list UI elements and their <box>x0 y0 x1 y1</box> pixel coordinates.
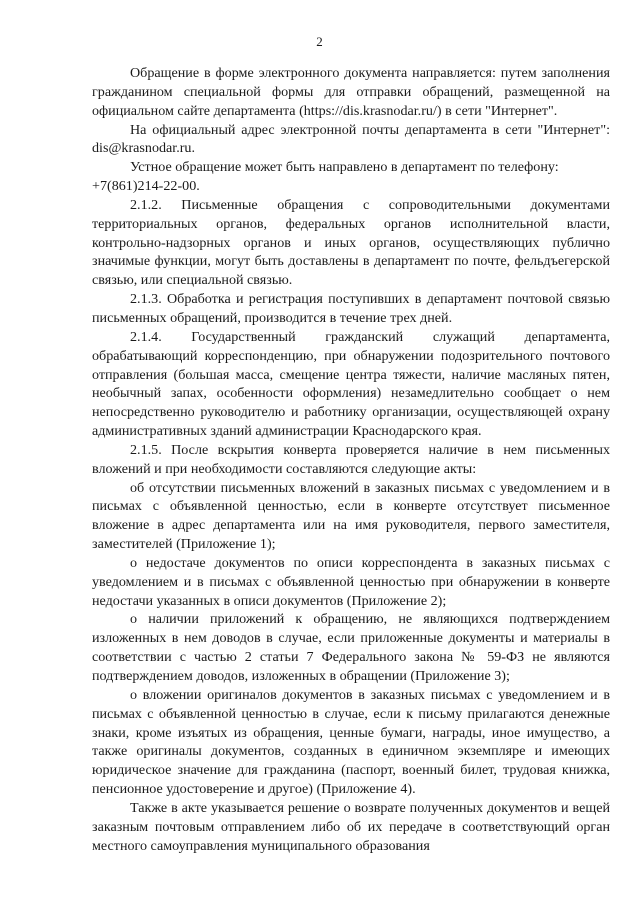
paragraph-electronic-form: Обращение в форме электронного документа направляется: путем заполнения гражданином специальной формы для отправки обращений, размещенной на официальном сайте департамента (https://dis.krasnodar.ru/) в сети "Интернет". <box>92 65 610 119</box>
paragraph-phone-number: +7(861)214-22-00. <box>92 178 200 195</box>
paragraph-2-1-3: 2.1.3. Обработка и регистрация поступивших в департамент почтовой связью письменных обращений, производится в течение трех дней. <box>92 291 610 326</box>
paragraph-2-1-2: 2.1.2. Письменные обращения с сопроводительными документами территориальных органов, федеральных органов исполнительной власти, контрольно-надзорных органов и иных органов, осуществляющих публично значимые функции, могут быть доставлены в департамент по почте, фельдъегерской связью, или специальной связью. <box>92 196 610 289</box>
page-number: 2 <box>316 34 323 49</box>
document-body <box>92 64 610 855</box>
paragraph-2-1-4: 2.1.4. Государственный гражданский служащий департамента, обрабатывающий корреспонденцию, при обнаружении подозрительного почтового отправления (большая масса, смещение центра тяжести, наличие масляных пятен, необычный запах, особенности оформления) незамедлительно сообщает о нем непосредственно руководителю и работнику организации, осуществляющей охрану административных зданий администрации Краснодарского края. <box>92 328 610 440</box>
paragraph-act-attachments: о наличии приложений к обращению, не являющихся подтверждением изложенных в нем доводов в случае, если приложенные документы и материалы в соответствии с частью 2 статьи 7 Федерального закона № 59-ФЗ не являются подтверждением доводов, изложенных в обращении (Приложение 3); <box>92 611 610 684</box>
paragraph-act-originals: о вложении оригиналов документов в заказных письмах с уведомлением и в письмах с объявленной ценностью в случае, если к письму прилагаются денежные знаки, кроме изъятых из обращения, ценные бумаги, награды, иное имущество, а также оригиналы документов, созданных в единичном экземпляре и имеющих юридическое значение для гражданина (паспорт, военный билет, трудовая книжка, пенсионное удостоверение и другое) (Приложение 4). <box>92 686 610 798</box>
paragraph-act-shortage: о недостаче документов по описи корреспондента в заказных письмах с уведомлением и в письмах с объявленной ценностью при обнаружении в конверте недостачи указанных в описи документов (Приложение 2); <box>92 554 610 609</box>
paragraph-act-no-enclosures: об отсутствии письменных вложений в заказных письмах с уведомлением и в письмах с объявленной ценностью, если в конверте отсутствует письменное вложение в адрес департамента или на имя руководителя, первого заместителя, заместителей (Приложение 1); <box>92 479 610 553</box>
paragraph-oral-appeal: Устное обращение может быть направлено в департамент по телефону: <box>130 159 559 176</box>
paragraph-email-address: На официальный адрес электронной почты департамента в сети "Интернет": dis@krasnodar.ru. <box>92 121 610 157</box>
paragraph-2-1-5: 2.1.5. После вскрытия конверта проверяется наличие в нем письменных вложений и при необходимости составляются следующие акты: <box>92 441 610 477</box>
paragraph-act-decision: Также в акте указывается решение о возврате полученных документов и вещей заказным почтовым отправлением либо об их передаче в соответствующий орган местного самоуправления муниципального образования <box>92 799 610 854</box>
